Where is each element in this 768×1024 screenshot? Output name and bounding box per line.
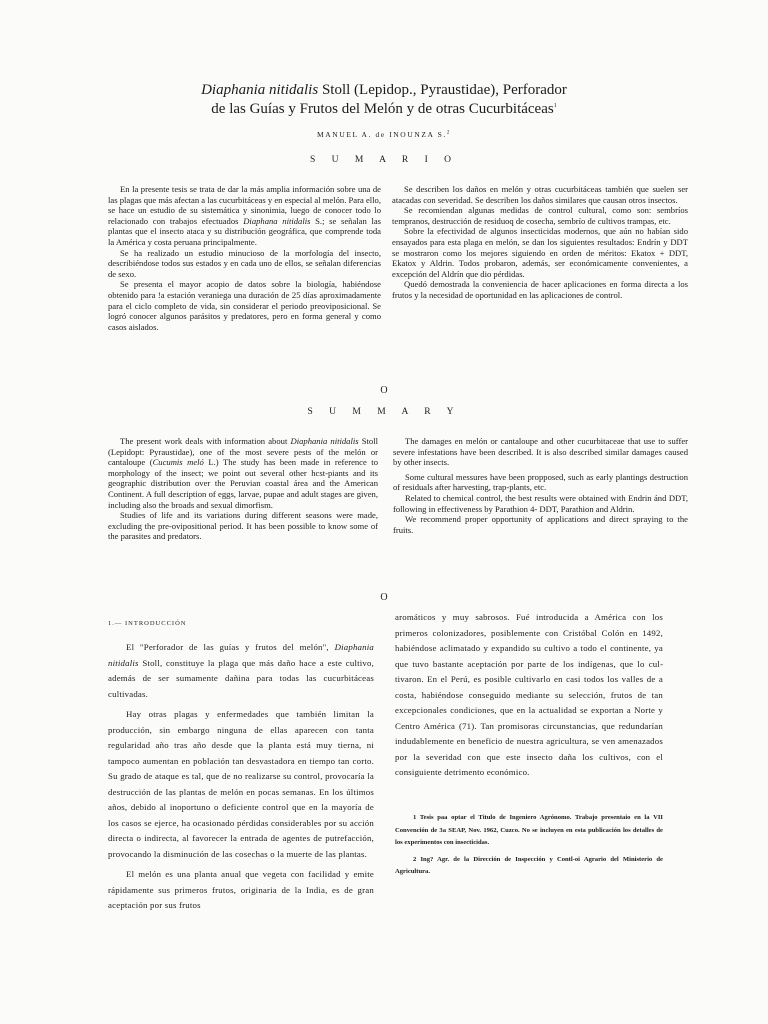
author-line bbox=[0, 130, 768, 139]
summary-left-column bbox=[108, 436, 378, 542]
sumario-left-paragraph-3: Se presenta el mayor acopio de datos sobre la biología, habiéndose obtenido para !a estación veraniega una duración de 25 días aproximadamente para el ciclo completo de vida, sin considerar el periodo preoviposicional. Se logró conocer algunos parásitos y predatores, pero en forma general y como casos aislados. bbox=[108, 279, 381, 332]
summary-right-paragraph-2: Some cultural messures have been propposed, such as early plantings destruction of residuals after harvesting, trap-plants, etc. bbox=[393, 471, 688, 493]
intro-paragraph-2: Hay otras plagas y enfermedades que también limitan la producción, sin embargo ninguna de ellas aparecen con tanta regularidad año tras año desde que la planta está muy tierna, ni tampoco aumentan en población tan desvastadora en tiempo tan corto. Su grado de ataque es tal, que de no realizarse su control, provocaría la destrucción de las plantas de melón en pocas semanas. En los últimos años, debido al inoportuno o deficiente control que en la mayoría de los casos se ejerce, ha ocasionado pérdidas considerables por su acción directa o indirecta, al favorecer la entrada de agentes de putrefacción, provocando la disminución de las cosechas o la muerte de las plantas. bbox=[108, 709, 374, 859]
summary-right-paragraph-3: Related to chemical control, the best results were obtained with Endrin ánd DDT, following in effectiveness by Parathion 4- DDT, Parathion and Aldrin. bbox=[393, 492, 688, 514]
title-line-2-text: de las Guías y Frutos del Melón y de otras Cucurbitáceas bbox=[211, 101, 554, 117]
sumario-left-paragraph-2: Se ha realizado un estudio minucioso de la morfología del insecto, describiéndose todos sus estados y en cada uno de ellos, se señalan diferencias de sexo. bbox=[108, 247, 381, 279]
sumario-right-column bbox=[392, 184, 688, 301]
footnote-2: 2 Ing? Agr. de la Dirección de Inspección y Contl-oi Agrario del Ministerio de Agricultura. bbox=[395, 855, 663, 875]
footnote-1: 1 Tesis paa optar el Titulo de Ingeniero Agrónomo. Trabajo presentaio en la VII Convención de 3a SEAP, Nov. 1962, Cuzco. No se incluyen en esta publicación los detalles de los experimentos con insecticidas. bbox=[395, 814, 663, 846]
sumario-right-paragraph-1: Se describen los daños en melón y otras cucurbitáceas también que suelen ser atacadas con severidad. Se describen los daños similares que causan otros insectos. bbox=[392, 184, 688, 205]
summary-left-p1-tail: L.) The study has been made in reference to morphology of the insect; we point out several other hcst-piants and its geographic distribution over the Peruvian coastal área and the American Continent. A full description of eggs, larvae, pupae and adult stages are given, including also the broads and sexual dimorfism. bbox=[108, 457, 378, 510]
summary-right-paragraph-1: The damages en melón or cantaloupe and other cucurbitaceae that use to suffer severe infestations have been described. It is also described similar damages caused by other insects. bbox=[393, 436, 688, 468]
intro-p1-species: Diaphania nitidalis bbox=[108, 642, 374, 668]
intro-paragraph-1 bbox=[108, 640, 374, 702]
summary-left-p1-cucumis: Cucumis meló bbox=[152, 457, 204, 468]
title-line-1 bbox=[60, 82, 708, 99]
intro-right-column bbox=[395, 610, 663, 781]
summary-left-paragraph-1 bbox=[108, 436, 378, 510]
summary-left-paragraph-2: Studies of life and its variations during different seasons were made, excluding the pre-ovipositional period. It has been possible to know some of the parasites and predators. bbox=[108, 510, 378, 542]
title-line-1-rest: Stoll (Lepidop., Pyraustidae), Perforador bbox=[318, 82, 567, 98]
intro-paragraph-3: El melón es una planta anual que vegeta con facilidad y emite rápidamente sus primeros frutos, originaria de la India, es de gran aceptación por sus frutos bbox=[108, 869, 374, 910]
title-line-2 bbox=[60, 98, 708, 118]
sumario-left-column bbox=[108, 184, 381, 332]
footnotes bbox=[395, 812, 663, 879]
title-footnote-mark: 1 bbox=[553, 103, 557, 109]
author-footnote-mark: 2 bbox=[446, 130, 451, 136]
sumario-left-p1-text: En la presente tesis se trata de dar la más amplia información sobre una de las plagas que más afectan a las cucurbitáceas y en especial al melón. Para ello, se hace un estudio de su sistemática y sinonimia, luego de conocer todo lo relacionado con trabajos efectuados bbox=[108, 184, 381, 226]
intro-left-column bbox=[108, 640, 374, 914]
summary-heading: S U M M A R Y bbox=[307, 407, 461, 417]
title-species: Diaphania nitidalis bbox=[201, 82, 319, 98]
intro-heading: 1.— INTRODUCCIÓN bbox=[108, 620, 187, 627]
summary-right-column bbox=[393, 436, 688, 535]
summary-left-p1-species: Diaphania nitidalis bbox=[290, 436, 359, 446]
author-name: MANUEL A. de INOUNZA S. bbox=[317, 130, 447, 139]
section-separator-2: O bbox=[380, 592, 388, 603]
sumario-right-paragraph-4: Quedó demostrada la conveniencia de hacer aplicaciones en forma directa a los frutos y la necesidad de oportunidad en las aplicaciones de control. bbox=[392, 279, 688, 300]
intro-p1-text: El "Perforador de las guías y frutos del melón", bbox=[126, 642, 329, 652]
intro-right-paragraph: aromáticos y muy sabrosos. Fué introducida a América con los primeros colonizadores, posiblemente con Cristóbal Colón en 1492, habiéndose aclimatado y expandido su cultivo a todo el continente, ya que tuvo bastante aceptación por parte de los indígenas, que lo cultivaron. En el Perú, es posible cultivarlo en casi todos los valles de a costa, habiéndose conseguido mediante su selección, frutos de tan excepcionales condiciones, que en la actualidad se exportan a Norte y Centro América (71). Tan promisoras circunstancias, que redundarían indudablemente en beneficio de nuestra agricultura, se ven amenazados por la severidad con que este insecto daña los cultivos, con el consiguiente detrimento económico. bbox=[395, 612, 663, 777]
sumario-heading: S U M A R I O bbox=[309, 155, 458, 165]
summary-left-p1-text: The present work deals with information about bbox=[120, 436, 288, 446]
section-separator-1: O bbox=[380, 385, 388, 396]
sumario-left-p1-species: Diaphana nitidalis bbox=[243, 215, 311, 226]
sumario-left-p1-tail: S.; se señalan las plantas que el insecto ataca y su distribución geográfica, que comprende toda la América y costa peruana principalmente. bbox=[108, 215, 382, 247]
summary-left-p1-mid: Stoll (Lepidopt: Pyraustidae), one of the most severe pests of the melón or cantaloupe ( bbox=[108, 436, 378, 468]
sumario-right-paragraph-3: Sobre la efectividad de algunos insecticidas modernos, que aún no habían sido ensayados para esta plaga en melón, se dan los siguientes resultados: Endrín y DDT se mostraron como los mejores siguiendo en orden de méritos: Ekatox + DDT, Ekatox y Aldrin. Todos probaron, además, ser económicamente convenientes, a excepción del Aldrín que dio pérdidas. bbox=[392, 226, 688, 279]
intro-p1-tail: Stoll, constituye la plaga que más daño hace a este cultivo, además de ser sumamente dañina para todas las cucurbitáceas cultivadas. bbox=[108, 657, 374, 699]
sumario-right-paragraph-2: Se recomiendan algunas medidas de control cultural, como son: sembríos tempranos, destrucción de residuoq de cosecha, sembrío de cultivos trampas, etc. bbox=[392, 205, 688, 226]
sumario-left-paragraph-1 bbox=[108, 184, 381, 248]
summary-right-paragraph-4: We recommend proper opportunity of applications and direct spraying to the fruits. bbox=[393, 514, 688, 535]
